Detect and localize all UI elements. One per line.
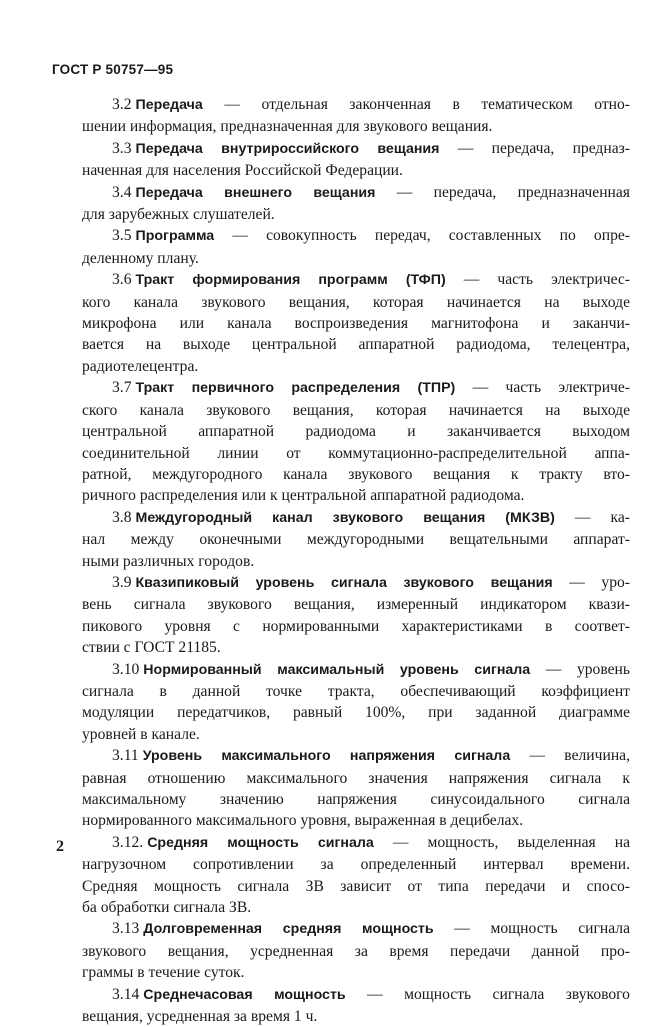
clause-text-line: радиотелецентра. <box>82 357 199 375</box>
clause-text-line: вень сигнала звукового вещания, измеренный индикатором квази- <box>82 596 630 614</box>
clause-text: — отдельная законченная в тематическом отно- <box>224 96 631 113</box>
clause-number: 3.6 <box>112 271 132 289</box>
clause-first-line <box>112 659 630 681</box>
clause-first-line <box>112 572 630 594</box>
clause-text: — уровень <box>545 660 630 678</box>
clause-term: Программа <box>135 228 215 245</box>
clause-text-line: шении информация, предназначенная для звукового вещания. <box>82 118 493 136</box>
definition-clause <box>82 507 630 572</box>
clause-number: 3.3 <box>112 139 132 157</box>
clause-first-line <box>112 984 630 1006</box>
clause-number: 3.8 <box>112 508 132 526</box>
clause-term: Тракт формирования программ (ТФП) <box>135 272 446 289</box>
clause-text-line: ствии с ГОСТ 21185. <box>82 639 221 657</box>
clause-term: Передача внутрироссийского вещания <box>135 140 440 157</box>
clause-first-line <box>112 269 630 291</box>
clause-first-line <box>112 94 630 116</box>
clause-term: Средняя мощность сигнала <box>147 834 374 851</box>
clause-text-line: ными различных городов. <box>82 552 255 570</box>
clause-first-line <box>112 745 630 767</box>
clause-text: — уро- <box>569 573 631 591</box>
clause-text-line: для зарубежных слушателей. <box>82 206 275 224</box>
clause-text-line: граммы в течение суток. <box>82 964 245 982</box>
clause-text-line: уровней в канале. <box>82 725 200 743</box>
clause-text: — величина, <box>529 747 630 765</box>
clause-text-line: деленному плану. <box>82 249 199 267</box>
clause-term: Уровень максимального напряжения сигнала <box>142 748 511 765</box>
clause-text-line: соединительной линии от коммутационно-распределительной аппа- <box>82 444 630 462</box>
clause-text-line: центральной аппаратной радиодома и заканчивается выходом <box>82 423 630 441</box>
definition-clause <box>82 269 630 377</box>
clause-term: Передача <box>135 97 203 113</box>
clause-text: — мощность сигнала звукового <box>367 985 630 1003</box>
definition-clause <box>82 918 630 983</box>
clause-text-line: вещания, усредненная за время 1 ч. <box>82 1008 318 1026</box>
definition-clause <box>82 225 630 269</box>
clause-first-line <box>112 507 630 529</box>
definition-clause <box>82 984 630 1027</box>
definition-clause <box>82 832 630 919</box>
clause-term: Тракт первичного распределения (ТПР) <box>135 380 456 397</box>
definition-clause <box>82 659 630 746</box>
clause-text-line: Средняя мощность сигнала ЗВ зависит от типа передачи и спосо- <box>82 877 630 895</box>
clause-text: — часть электричес- <box>463 271 630 289</box>
clause-number: 3.2 <box>112 96 132 113</box>
clause-text-line: сигнала в данной точке тракта, обеспечивающий коэффициент <box>82 682 630 700</box>
clause-text-line: ратной, междугородного канала звукового вещания к тракту вто- <box>82 465 630 483</box>
clause-number: 3.5 <box>112 227 132 245</box>
clause-text-line: ричного распределения или к центральной аппаратной радиодома. <box>82 487 525 505</box>
clause-text: — мощность, выделенная на <box>392 833 630 851</box>
clause-number: 3.13 <box>112 920 140 938</box>
clause-number: 3.10 <box>112 660 140 678</box>
clause-number: 3.7 <box>112 379 132 397</box>
clause-text-line: кого канала звукового вещания, которая начинается на выходе <box>82 293 630 311</box>
clause-term: Нормированный максимальный уровень сигнала <box>143 661 531 678</box>
clause-number: 3.12. <box>112 833 144 851</box>
clause-text-line: пикового уровня с нормированными характеристиками в соответ- <box>82 617 630 635</box>
clause-text-line: равная отношению максимального значения напряжения сигнала к <box>82 769 630 787</box>
clause-first-line <box>112 377 630 399</box>
clause-first-line <box>112 225 630 247</box>
clause-text: — совокупность передач, составленных по опре- <box>232 227 630 245</box>
page-number: 2 <box>56 838 64 855</box>
definition-clause <box>82 182 630 226</box>
clause-text: — передача, предназ- <box>457 139 630 157</box>
clause-first-line <box>112 832 630 854</box>
clause-text-line: нормированного максимального уровня, выраженная в децибелах. <box>82 812 524 830</box>
clause-term: Среднечасовая мощность <box>143 986 346 1003</box>
clause-text-line: ского канала звукового вещания, которая начинается на выходе <box>82 401 630 419</box>
clause-text: — передача, предназначенная <box>396 183 630 201</box>
clause-text: — мощность сигнала <box>454 920 630 938</box>
clause-text-line: наченная для населения Российской Федерации. <box>82 162 403 180</box>
clause-text-line: ба обработки сигнала ЗВ. <box>82 899 252 917</box>
definition-clause <box>82 745 630 832</box>
clause-text-line: вается на выходе центральной аппаратной радиодома, телецентра, <box>82 336 630 354</box>
clause-term: Квазипиковый уровень сигнала звукового вещания <box>135 574 553 591</box>
clause-first-line <box>112 182 630 204</box>
clause-text-line: звукового вещания, усредненная за время передачи данной про- <box>82 942 630 960</box>
clause-number: 3.4 <box>112 183 132 201</box>
clause-text-line: максимальному значению напряжения синусоидального сигнала <box>82 791 630 808</box>
document-body <box>82 94 630 1027</box>
clause-term: Долговременная средняя мощность <box>143 921 434 938</box>
clause-text-line: нал между оконечными междугородными вещательными аппарат- <box>82 531 630 549</box>
clause-number: 3.9 <box>112 573 132 591</box>
document-header: ГОСТ Р 50757—95 <box>52 62 174 77</box>
clause-first-line <box>112 918 630 940</box>
clause-text: — часть электриче- <box>472 379 630 397</box>
clause-term: Междугородный канал звукового вещания (МКЗВ) <box>135 509 555 526</box>
clause-number: 3.14 <box>112 985 140 1003</box>
clause-number: 3.11 <box>112 747 139 765</box>
clause-text: — ка- <box>574 508 630 526</box>
clause-term: Передача внешнего вещания <box>135 184 376 201</box>
definition-clause <box>82 138 630 182</box>
clause-first-line <box>112 138 630 160</box>
definition-clause <box>82 94 630 138</box>
definition-clause <box>82 377 630 506</box>
clause-text-line: микрофона или канала воспроизведения магнитофона и заканчи- <box>82 315 630 333</box>
definition-clause <box>82 572 630 659</box>
clause-text-line: модуляции передатчиков, равный 100%, при заданной диаграмме <box>82 704 630 722</box>
clause-text-line: нагрузочном сопротивлении за определенный интервал времени. <box>82 856 630 874</box>
